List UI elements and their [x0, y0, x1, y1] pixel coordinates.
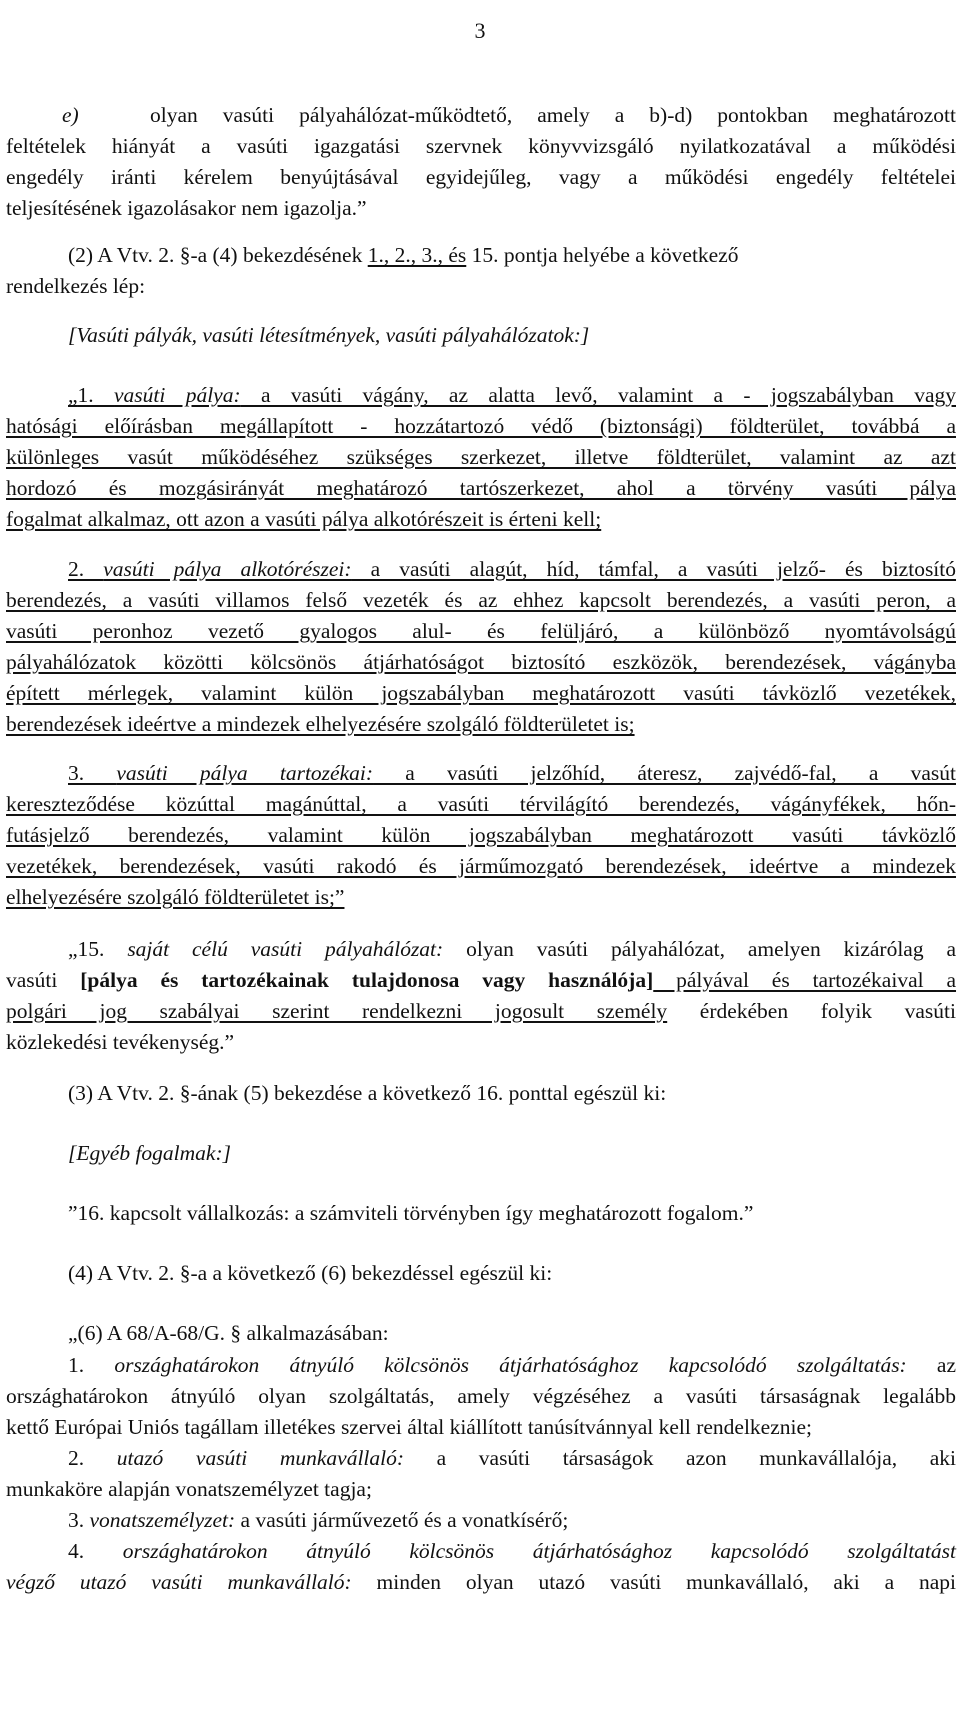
sub6-item-1-line-2: országhatárokon átnyúló olyan szolgáltatás, amely végzéséhez a vasúti társaságnak legalább — [6, 1384, 956, 1408]
sub6-item-2-line-2: munkaköre alapján vonatszemélyzet tagja; — [6, 1477, 372, 1501]
definition-3-line-3: futásjelző berendezés, valamint külön jogszabályban meghatározott vasúti távközlő — [6, 823, 956, 847]
definition-1-line-3: különleges vasút működéséhez szükséges szerkezet, illetve földterület, valamint az azt — [6, 445, 956, 469]
heading-egyeb-fogalmak: [Egyéb fogalmak:] — [68, 1141, 232, 1165]
definition-15 — [6, 934, 956, 1058]
sub6-item-2-line-1: 2. utazó vasúti munkavállaló: a vasúti társaságok azon munkavállalója, aki — [68, 1446, 956, 1470]
definition-3-line-5: elhelyezésére szolgáló földterületet is;” — [6, 885, 345, 909]
definition-2-line-3: vasúti peronhoz vezető gyalogos alul- és felüljáró, a különböző nyomtávolságú — [6, 619, 956, 643]
sub6-item-4-line-1: 4. országhatárokon átnyúló kölcsönös átjárhatósághoz kapcsolódó szolgáltatást — [68, 1539, 956, 1563]
definition-1 — [6, 380, 956, 535]
definition-15-line-4: közlekedési tevékenység.” — [6, 1030, 235, 1054]
item-e-line-3: engedély iránti kérelem benyújtásával egyidejűleg, vagy a működési engedély feltételei — [6, 165, 956, 189]
paragraph-2-line-2: rendelkezés lép: — [6, 274, 146, 298]
definition-2-line-6: berendezések ideértve a mindezek elhelyezésére szolgáló földterületet is; — [6, 712, 635, 736]
definition-2 — [6, 554, 956, 740]
definition-3-line-1: 3. vasúti pálya tartozékai: a vasúti jelzőhíd, áteresz, zajvédő-fal, a vasút — [68, 761, 956, 785]
paragraph-3: (3) A Vtv. 2. §-ának (5) bekezdése a következő 16. ponttal egészül ki: — [68, 1081, 667, 1105]
sub6-item-3: 3. vonatszemélyzet: a vasúti járművezető és a vonatkísérő; — [68, 1508, 569, 1532]
subsection-6-items — [6, 1350, 956, 1598]
definition-1-line-1: „1. vasúti pálya: a vasúti vágány, az alatta levő, valamint a - jogszabályban vagy — [68, 383, 956, 407]
page-number: 3 — [474, 18, 486, 43]
item-e-line-2: feltételek hiányát a vasúti igazgatási szervnek könyvvizsgáló nyilatkozatával a működési — [6, 134, 956, 158]
paragraph-4: (4) A Vtv. 2. §-a a következő (6) bekezdéssel egészül ki: — [68, 1261, 553, 1285]
item-e — [6, 100, 956, 224]
definition-15-line-2: vasúti [pálya és tartozékainak tulajdonosa vagy használója] pályával és tartozékaival a — [6, 968, 957, 992]
item-e-line-1: e) olyan vasúti pályahálózat-működtető, amely a b)-d) pontokban meghatározott — [6, 100, 956, 131]
heading-vasuti-palyak: [Vasúti pályák, vasúti létesítmények, vasúti pályahálózatok:] — [68, 323, 590, 347]
definition-3-line-4: vezetékek, berendezések, vasúti rakodó és járműmozgató berendezések, ideértve a mindezek — [6, 854, 956, 878]
sub6-item-1-line-1: 1. országhatárokon átnyúló kölcsönös átjárhatósághoz kapcsolódó szolgáltatás: az — [68, 1353, 956, 1377]
definition-1-line-2: hatósági előírásban megállapított - hozzátartozó védő (biztonsági) földterület, továbbá a — [6, 414, 956, 438]
subsection-6-title: „(6) A 68/A-68/G. § alkalmazásában: — [68, 1321, 389, 1345]
definition-2-line-5: épített mérlegek, valamint külön jogszabályban meghatározott vasúti távközlő vezetékek, — [6, 681, 956, 705]
sub6-item-4-line-2: végző utazó vasúti munkavállaló: minden olyan utazó vasúti munkavállaló, aki a napi — [6, 1570, 956, 1594]
paragraph-2 — [6, 240, 956, 302]
item-e-line-4: teljesítésének igazolásakor nem igazolja.” — [6, 196, 367, 220]
definition-3 — [6, 758, 956, 913]
definition-15-line-3: polgári jog szabályai szerint rendelkezni jogosult személy érdekében folyik vasúti — [6, 999, 956, 1023]
paragraph-2-line-1: (2) A Vtv. 2. §-a (4) bekezdésének 1., 2., 3., és 15. pontja helyébe a következő — [68, 243, 739, 267]
definition-1-line-5: fogalmat alkalmaz, ott azon a vasúti pálya alkotórészeit is érteni kell; — [6, 507, 602, 531]
definition-3-line-2: kereszteződése közúttal magánúttal, a vasúti térvilágító berendezés, vágányfékek, hőn- — [6, 792, 956, 816]
definition-2-line-1: 2. vasúti pálya alkotórészei: a vasúti alagút, híd, támfal, a vasúti jelző- és biztosító — [68, 557, 957, 581]
definition-2-line-4: pályahálózatok közötti kölcsönös átjárhatóságot biztosító eszközök, berendezések, vágányba — [6, 650, 956, 674]
definition-1-line-4: hordozó és mozgásirányát meghatározó tartószerkezet, ahol a törvény vasúti pálya — [6, 476, 956, 500]
definition-16: ”16. kapcsolt vállalkozás: a számviteli törvényben így meghatározott fogalom.” — [68, 1201, 754, 1225]
item-e-label: e) — [62, 103, 79, 127]
sub6-item-1-line-3: kettő Európai Uniós tagállam illetékes szervei által kiállított tanúsítvánnyal kell rendelkeznie; — [6, 1415, 812, 1439]
definition-15-line-1: „15. saját célú vasúti pályahálózat: olyan vasúti pályahálózat, amelyen kizárólag a — [68, 937, 957, 961]
definition-2-line-2: berendezés, a vasúti villamos felső vezeték és az ehhez kapcsolt berendezés, a vasúti peron, a — [6, 588, 956, 612]
